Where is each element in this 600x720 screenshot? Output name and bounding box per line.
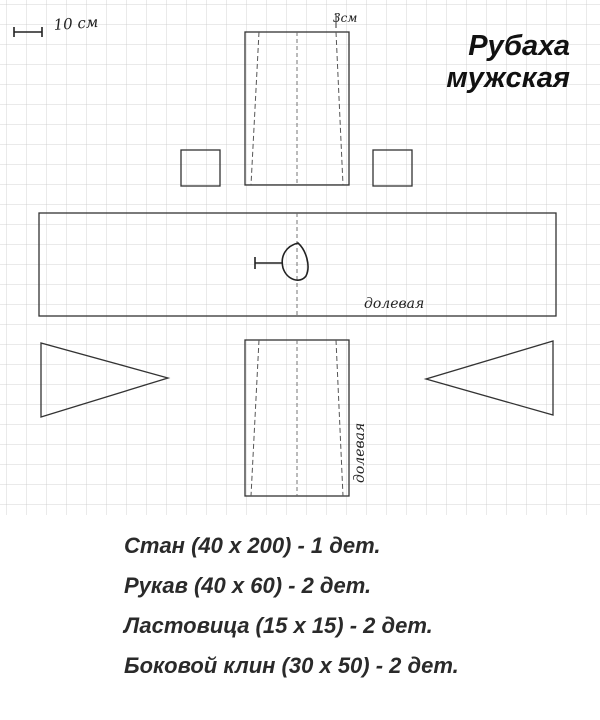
piece-sleeve: Рукав (40 х 60) - 2 дет. bbox=[124, 573, 372, 598]
piece-side-gore: Боковой клин (30 х 50) - 2 дет. bbox=[124, 653, 459, 678]
scale-label: 10 см bbox=[53, 12, 99, 34]
pieces-list bbox=[124, 526, 459, 686]
piece-body: Стан (40 х 200) - 1 дет. bbox=[124, 533, 381, 558]
seam-allowance-label: 3см bbox=[333, 11, 358, 25]
piece-gusset: Ластовица (15 х 15) - 2 дет. bbox=[124, 613, 433, 638]
title-line-2: мужская bbox=[446, 62, 570, 94]
grain-label-body: долевая bbox=[364, 296, 425, 312]
grain-label-sleeve: долевая bbox=[352, 422, 368, 483]
title-line-1: Рубаха bbox=[468, 30, 570, 62]
